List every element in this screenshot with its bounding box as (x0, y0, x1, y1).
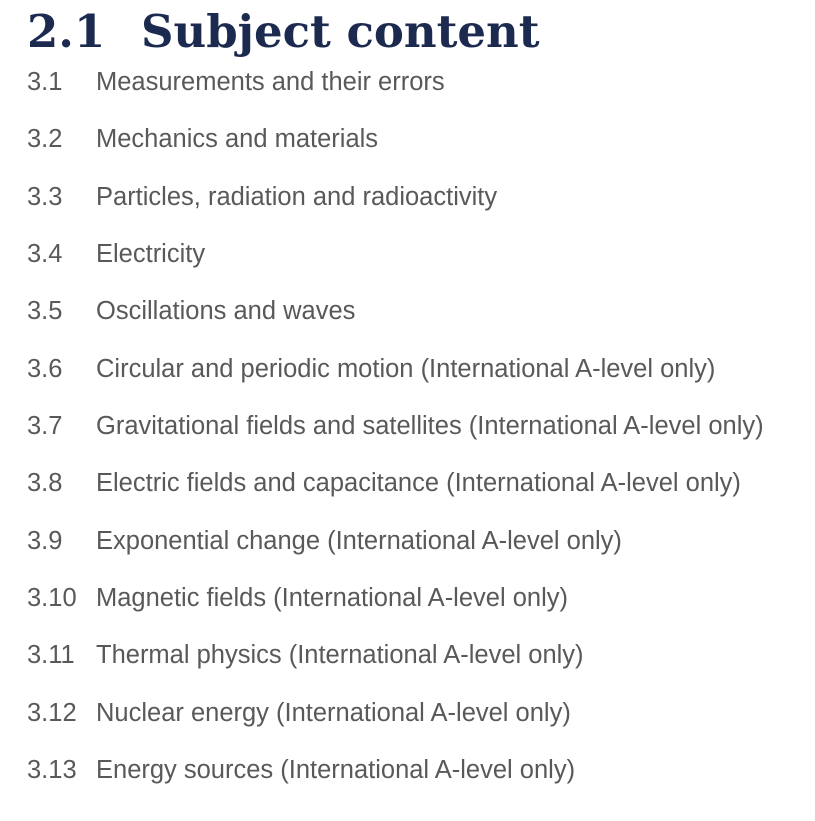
item-title: Gravitational fields and satellites (International A-level only) (96, 412, 764, 441)
item-title: Exponential change (International A-level only) (96, 526, 622, 555)
item-number: 3.1 (27, 68, 63, 96)
list-item (0, 63, 815, 120)
list-item (0, 751, 815, 808)
item-title: Mechanics and materials (96, 125, 379, 154)
item-number: 3.5 (27, 297, 63, 326)
item-number: 3.7 (27, 412, 63, 441)
subject-content-list (0, 63, 815, 808)
item-number: 3.8 (27, 469, 63, 498)
item-number: 3.12 (27, 698, 77, 727)
list-item (0, 522, 815, 579)
item-number: 3.6 (27, 354, 63, 383)
item-title: Electricity (96, 240, 206, 269)
item-title: Energy sources (International A-level only) (96, 756, 576, 785)
item-title: Nuclear energy (International A-level only) (96, 698, 571, 727)
list-item (0, 292, 815, 349)
item-title: Electric fields and capacitance (International A-level only) (96, 469, 741, 498)
list-item (0, 407, 815, 464)
list-item (0, 178, 815, 235)
list-item (0, 636, 815, 693)
item-number: 3.9 (27, 526, 63, 555)
item-title: Oscillations and waves (96, 297, 356, 326)
list-item (0, 120, 815, 177)
item-title: Thermal physics (International A-level only) (96, 641, 584, 670)
item-title: Measurements and their errors (96, 68, 445, 96)
section-number: 2.1 (27, 5, 106, 58)
item-title: Magnetic fields (International A-level only) (96, 584, 568, 613)
item-title: Particles, radiation and radioactivity (96, 182, 498, 211)
item-number: 3.10 (27, 584, 77, 613)
item-number: 3.2 (27, 125, 63, 154)
item-number: 3.3 (27, 182, 63, 211)
list-item (0, 464, 815, 521)
list-item (0, 694, 815, 751)
item-title: Circular and periodic motion (International A-level only) (96, 354, 716, 383)
item-number: 3.11 (27, 641, 75, 670)
list-item (0, 579, 815, 636)
item-number: 3.4 (27, 240, 63, 269)
section-title: Subject content (141, 5, 540, 58)
list-item (0, 235, 815, 292)
list-item (0, 350, 815, 407)
item-number: 3.13 (27, 756, 77, 785)
